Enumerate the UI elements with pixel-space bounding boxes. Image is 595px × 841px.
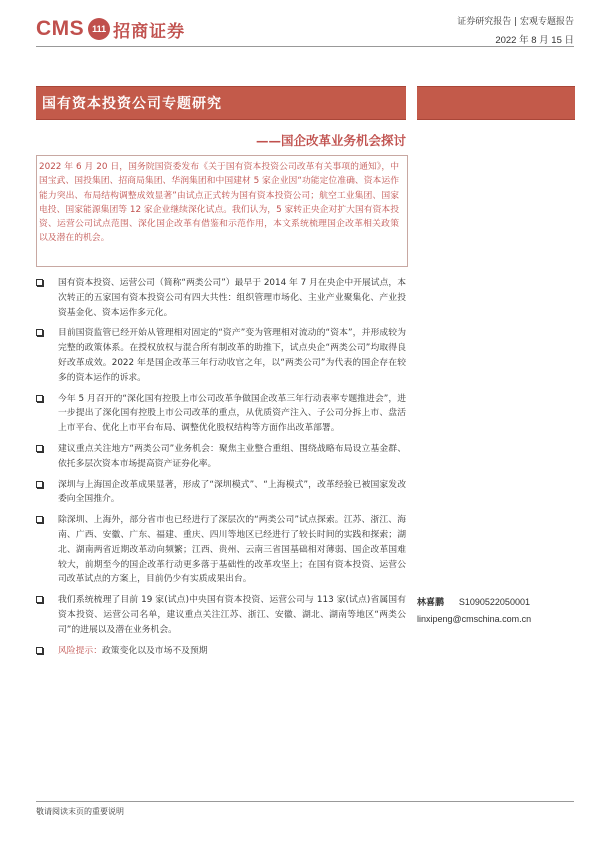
analyst-email[interactable]: linxipeng@cmschina.com.cn bbox=[417, 614, 532, 624]
report-subtitle: ——国企改革业务机会探讨 bbox=[255, 133, 406, 148]
report-meta bbox=[457, 14, 574, 46]
analyst-name: 林喜鹏 bbox=[417, 598, 445, 608]
bullet-item bbox=[36, 644, 406, 659]
checkbox-bullet-icon bbox=[36, 596, 43, 603]
bullet-item bbox=[36, 478, 406, 508]
bullet-item bbox=[36, 392, 406, 436]
bullet-text: 建议重点关注地方“两类公司”业务机会：聚焦主业整合重组、围绕战略布局设立基金群、依托多层次资本市场提高资产证券化率。 bbox=[58, 443, 406, 469]
bullet-text: 深圳与上海国企改革成果显著，形成了“深圳模式”、“上海模式”，改革经验已被国家发改委向全国推介。 bbox=[58, 479, 406, 505]
checkbox-bullet-icon bbox=[36, 481, 43, 488]
bullet-item bbox=[36, 442, 406, 472]
risk-label: 风险提示： bbox=[58, 645, 102, 656]
bullet-text: 今年 5 月召开的“深化国有控股上市公司改革争做国企改革三年行动表率专题推进会”，进一步提出了深化国有控股上市公司改革的重点，从优质资产注入、子公司分拆上市、盘活上市平台、优化上市平台布局、调整优化股权结构等方面作出改革部署。 bbox=[58, 393, 406, 434]
logo-emblem-icon: 111 bbox=[88, 18, 110, 40]
header-divider bbox=[36, 46, 574, 47]
report-date: 2022 年 8 月 15 日 bbox=[495, 35, 574, 46]
summary-box bbox=[36, 155, 408, 267]
key-points-list bbox=[36, 276, 406, 664]
checkbox-bullet-icon bbox=[36, 395, 43, 402]
bullet-item bbox=[36, 513, 406, 587]
checkbox-bullet-icon bbox=[36, 516, 43, 523]
bullet-text: 我们系统梳理了目前 19 家(试点)中央国有资本投资、运营公司与 113 家(试点)省属国有资本投资、运营公司名单，建议重点关注江苏、浙江、安徽、湖北、湖南等地区“两类公司”的进展以及潜在业务机会。 bbox=[58, 595, 406, 635]
logo-chinese: 招商证券 bbox=[113, 21, 186, 42]
bullet-text: 目前国资监管已经开始从管理相对固定的“资产”变为管理相对流动的“资本”，并形成较为完整的政策体系。在授权放权与混合所有制改革的助推下，试点央企“两类公司”均取得良好改革成效。2022 年是国企改革三年行动收官之年，以“两类公司”为代表的国企存在较多的资本运作的诉求。 bbox=[58, 328, 406, 383]
company-logo bbox=[36, 16, 185, 42]
title-bar bbox=[36, 86, 406, 120]
footer-divider bbox=[36, 801, 574, 802]
report-title: 国有资本投资公司专题研究 bbox=[42, 96, 222, 112]
analyst-certificate: S1090522050001 bbox=[458, 597, 530, 607]
checkbox-bullet-icon bbox=[36, 279, 43, 286]
analyst-info bbox=[417, 594, 531, 627]
checkbox-bullet-icon bbox=[36, 329, 43, 336]
bullet-text: 政策变化以及市场不及预期 bbox=[102, 645, 208, 656]
bullet-text: 国有资本投资、运营公司（简称“两类公司”）最早于 2014 年 7 月在央企中开展试点，本次转正的五家国有资本投资公司有四大共性：组织管理市场化、主业产业聚集化、产业投资基金化、资本运作多元化。 bbox=[58, 278, 406, 318]
bullet-item bbox=[36, 276, 406, 320]
report-category: 证券研究报告 | 宏观专题报告 bbox=[457, 17, 574, 27]
summary-text: 2022 年 6 月 20 日，国务院国资委发布《关于国有资本投资公司改革有关事项的通知》，中国宝武、国投集团、招商局集团、华润集团和中国建材 5 家企业因“功能定位准确、资本运作能力突出、布局结构调整成效显著”由试点正式转为国有资本投资公司；航空工业集团、国家电投、国家能源集团等 12 家企业继续深化试点。我们认为，5 家转正央企对扩大国有资本投资、运营公司试点范围、深化国企改革有借鉴和示范作用，本文系统梳理国企改革相关政策以及潜在的机会。 bbox=[39, 162, 399, 244]
bullet-item bbox=[36, 593, 406, 637]
bullet-text: 除深圳、上海外，部分省市也已经进行了深层次的“两类公司”试点探索。江苏、浙江、海南、广西、安徽、广东、福建、重庆、四川等地区已经进行了较长时间的实践和探索；湖北、湖南两省近期改革动向频繁；江西、贵州、云南三省国基础相对薄弱、国企改革国难较大，前期至今的国企改革行动更多落于基础性的改革攻坚上；在国有资本投资、运营公司改革试点的方案上，目前仍少有实质成果出台。 bbox=[58, 515, 406, 585]
logo-latin: CMS bbox=[36, 17, 85, 40]
checkbox-bullet-icon bbox=[36, 445, 43, 452]
bullet-item bbox=[36, 326, 406, 385]
footer-disclaimer: 敬请阅读末页的重要说明 bbox=[36, 807, 124, 816]
sidebar-color-block bbox=[417, 86, 575, 120]
checkbox-bullet-icon bbox=[36, 647, 43, 654]
